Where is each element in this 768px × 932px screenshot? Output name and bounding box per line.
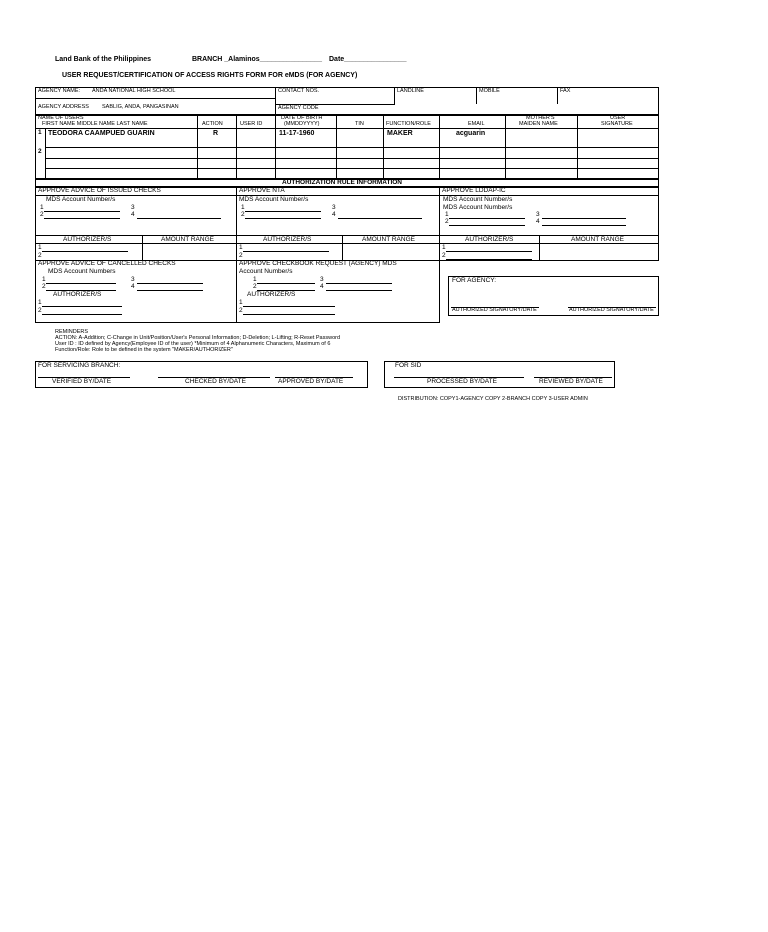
- auth-hdivider: [35, 243, 659, 244]
- action-header: ACTION: [202, 121, 223, 127]
- authorizer-num-2: 2: [38, 252, 42, 259]
- acct-num-4: 4: [131, 211, 135, 218]
- acct-line: [326, 283, 392, 284]
- authorizer-num-2: 2: [442, 252, 446, 259]
- email-header: EMAIL: [468, 121, 485, 127]
- authorizers-header: AUTHORIZER/S: [247, 291, 296, 298]
- acct-num-4: 4: [320, 283, 324, 290]
- for-sid-label: FOR SID: [395, 362, 422, 369]
- authorizer-line: [42, 251, 128, 252]
- authorizer-line: [243, 306, 335, 307]
- reminders-line-2: User ID : ID defined by Agency(Employee ID of the user) *Minimum of 4 Alphanumeric Characters, Maximum of 6: [55, 341, 331, 347]
- acct-line: [44, 218, 120, 219]
- acct-line: [338, 218, 422, 219]
- acct-line: [245, 218, 321, 219]
- for-agency-label: FOR AGENCY:: [452, 277, 497, 284]
- amount-divider: [142, 235, 143, 261]
- amount-range-header: AMOUNT RANGE: [362, 236, 415, 243]
- acct-line: [449, 218, 525, 219]
- authorized-signatory-1: AUTHORIZED SIGNATORY/DATE: [452, 307, 537, 313]
- signature-header-2: SIGNATURE: [601, 121, 633, 127]
- acct-num-2: 2: [445, 218, 449, 225]
- lddap-label: APPROVE LDDAP-IC: [442, 187, 506, 194]
- acct-num-3: 3: [131, 204, 135, 211]
- authorizer-num-1: 1: [38, 244, 42, 251]
- acct-line: [44, 211, 120, 212]
- acct-line: [449, 225, 525, 226]
- acct-num-1: 1: [445, 211, 449, 218]
- distribution-note: DISTRIBUTION: COPY1-AGENCY COPY 2-BRANCH COPY 3-USER ADMIN: [398, 396, 588, 402]
- authorizer-line: [42, 306, 122, 307]
- authorizer-num-2: 2: [38, 307, 42, 314]
- authorizer-num-1: 1: [239, 244, 243, 251]
- authorizer-line: [243, 251, 329, 252]
- tin-header: TIN: [355, 121, 364, 127]
- authorizer-num-2: 2: [239, 307, 243, 314]
- acct-num-1: 1: [253, 276, 257, 283]
- row-line: [45, 158, 659, 159]
- names-header: NAME OF USERS: [38, 115, 84, 121]
- authorizer-line: [42, 314, 122, 315]
- servicing-branch-label: FOR SERVICING BRANCH:: [38, 362, 121, 369]
- acct-line: [326, 290, 392, 291]
- bank-name: Land Bank of the Philippines: [55, 56, 152, 63]
- acct-num-1: 1: [42, 276, 46, 283]
- acct-num-3: 3: [332, 204, 336, 211]
- landline-divider: [394, 87, 395, 104]
- auth-vdivider: [439, 187, 440, 261]
- checked-by-label: CHECKED BY/DATE: [185, 378, 246, 385]
- processed-by-label: PROCESSED BY/DATE: [427, 378, 497, 385]
- authorizer-line: [446, 251, 532, 252]
- acct-num-4: 4: [536, 218, 540, 225]
- acct-num-3: 3: [536, 211, 540, 218]
- amount-divider: [539, 235, 540, 261]
- agency-address-value: SABLIG, ANDA, PANGASINAN: [102, 104, 179, 110]
- auth-heading: AUTHORIZATION RULE INFORMATION: [282, 179, 402, 186]
- issued-checks-label: APPROVE ADVICE OF ISSUED CHECKS: [38, 187, 161, 194]
- checkbook-label: APPROVE CHECKBOOK REQUEST (AGENCY) MDS: [239, 260, 397, 267]
- dob-format-header: (MMDDYYYY): [284, 121, 320, 127]
- authorizers-header: AUTHORIZER/S: [63, 236, 112, 243]
- mobile-label: MOBILE: [479, 88, 500, 94]
- col-num: [45, 128, 46, 179]
- reminders-line-3: Function/Role: Role to be defined in the system "MAKER/AUTHORIZER": [55, 347, 233, 353]
- contact-label: CONTACT NOS.: [278, 88, 320, 94]
- row-number: 2: [38, 148, 42, 155]
- acct-line: [137, 218, 221, 219]
- reviewed-by-label: REVIEWED BY/DATE: [539, 378, 603, 385]
- name-subheader: FIRST NAME MIDDLE NAME LAST NAME: [42, 121, 148, 127]
- acct-num-1: 1: [241, 204, 245, 211]
- row-line: [45, 168, 659, 169]
- user-dob: 11-17-1960: [279, 130, 315, 137]
- authorized-signatory-2: AUTHORIZED SIGNATORY/DATE: [569, 307, 654, 313]
- auth-vdivider: [236, 187, 237, 261]
- verified-by-label: VERIFIED BY/DATE: [52, 378, 112, 385]
- account-numbers-label: Account Number/s: [239, 268, 293, 275]
- acct-line: [137, 290, 203, 291]
- user-name: TEODORA CAAMPUED GUARIN: [48, 130, 155, 137]
- agency-address-label: AGENCY ADDRESS: [38, 104, 89, 110]
- acct-num-4: 4: [131, 283, 135, 290]
- cancelled-checks-label: APPROVE ADVICE OF CANCELLED CHECKS: [38, 260, 176, 267]
- row-line: [35, 128, 659, 129]
- acct-num-3: 3: [131, 276, 135, 283]
- user-email: acguarin: [456, 130, 486, 137]
- authorizer-num-1: 1: [442, 244, 446, 251]
- user-action: R: [213, 130, 219, 137]
- mds-account-label: MDS Account Number/s: [46, 196, 116, 203]
- fax-divider: [557, 87, 558, 104]
- acct-line: [542, 225, 626, 226]
- amount-divider: [342, 235, 343, 261]
- dob-header: DATE OF BIRTH: [281, 115, 323, 121]
- mds-account-label: MDS Account Number/s: [443, 204, 513, 211]
- agency-vdivider: [275, 87, 276, 115]
- fax-label: FAX: [560, 88, 571, 94]
- acct-num-4: 4: [332, 211, 336, 218]
- acct-line: [137, 283, 203, 284]
- userid-header: USER ID: [240, 121, 263, 127]
- authorizer-num-1: 1: [239, 299, 243, 306]
- date-field: Date________________: [329, 56, 407, 63]
- amount-range-header: AMOUNT RANGE: [161, 236, 214, 243]
- acct-num-1: 1: [40, 204, 44, 211]
- authorizers-header: AUTHORIZER/S: [263, 236, 312, 243]
- auth-hdivider: [35, 195, 659, 196]
- nta-label: APPROVE NTA: [239, 187, 285, 194]
- agency-name-value: ANDA NATIONAL HIGH SCHOOL: [92, 88, 176, 94]
- reminders-title: REMINDERS: [55, 329, 89, 335]
- maiden-header-2: MAIDEN NAME: [519, 121, 558, 127]
- agency-divider: [35, 98, 275, 99]
- landline-label: LANDLINE: [397, 88, 424, 94]
- maiden-header: MOTHER'S: [526, 115, 555, 121]
- row-number: 1: [38, 129, 42, 136]
- acct-line: [245, 211, 321, 212]
- row-line: [45, 147, 659, 148]
- acct-line: [257, 283, 315, 284]
- authorizers-header: AUTHORIZER/S: [53, 291, 102, 298]
- mobile-divider: [476, 87, 477, 104]
- reminders-line-1: ACTION: A-Addition; C-Change in Unit/Position/User's Personal Information; D-Deletion; L-Lifting; R-Reset Password: [55, 335, 341, 341]
- acct-num-2: 2: [42, 283, 46, 290]
- branch-field: BRANCH _Alaminos________________: [192, 56, 322, 63]
- mds-account-label: MDS Account Number/s: [443, 196, 513, 203]
- acct-line: [542, 218, 626, 219]
- acct-num-2: 2: [241, 211, 245, 218]
- authorizer-line: [446, 259, 532, 260]
- acct-line: [46, 283, 116, 284]
- amount-range-header: AMOUNT RANGE: [571, 236, 624, 243]
- approved-by-label: APPROVED BY/DATE: [278, 378, 344, 385]
- acct-num-3: 3: [320, 276, 324, 283]
- auth-hdivider: [35, 235, 659, 236]
- mds-account-label: MDS Account Numbers: [48, 268, 116, 275]
- authorizer-line: [243, 314, 335, 315]
- user-role: MAKER: [387, 130, 413, 137]
- form-title: USER REQUEST/CERTIFICATION OF ACCESS RIGHTS FORM FOR eMDS (FOR AGENCY): [62, 72, 358, 79]
- agency-code-label: AGENCY CODE: [278, 105, 319, 111]
- role-header: FUNCTION/ROLE: [386, 121, 431, 127]
- authorizers-header: AUTHORIZER/S: [465, 236, 514, 243]
- acct-num-2: 2: [40, 211, 44, 218]
- agency-name-label: AGENCY NAME:: [38, 88, 81, 94]
- auth-vdivider: [236, 260, 237, 323]
- signature-header: USER: [610, 115, 626, 121]
- auth-top-box: [35, 187, 659, 261]
- mds-account-label: MDS Account Number/s: [239, 196, 309, 203]
- authorizer-num-1: 1: [38, 299, 42, 306]
- acct-num-2: 2: [253, 283, 257, 290]
- authorizer-num-2: 2: [239, 252, 243, 259]
